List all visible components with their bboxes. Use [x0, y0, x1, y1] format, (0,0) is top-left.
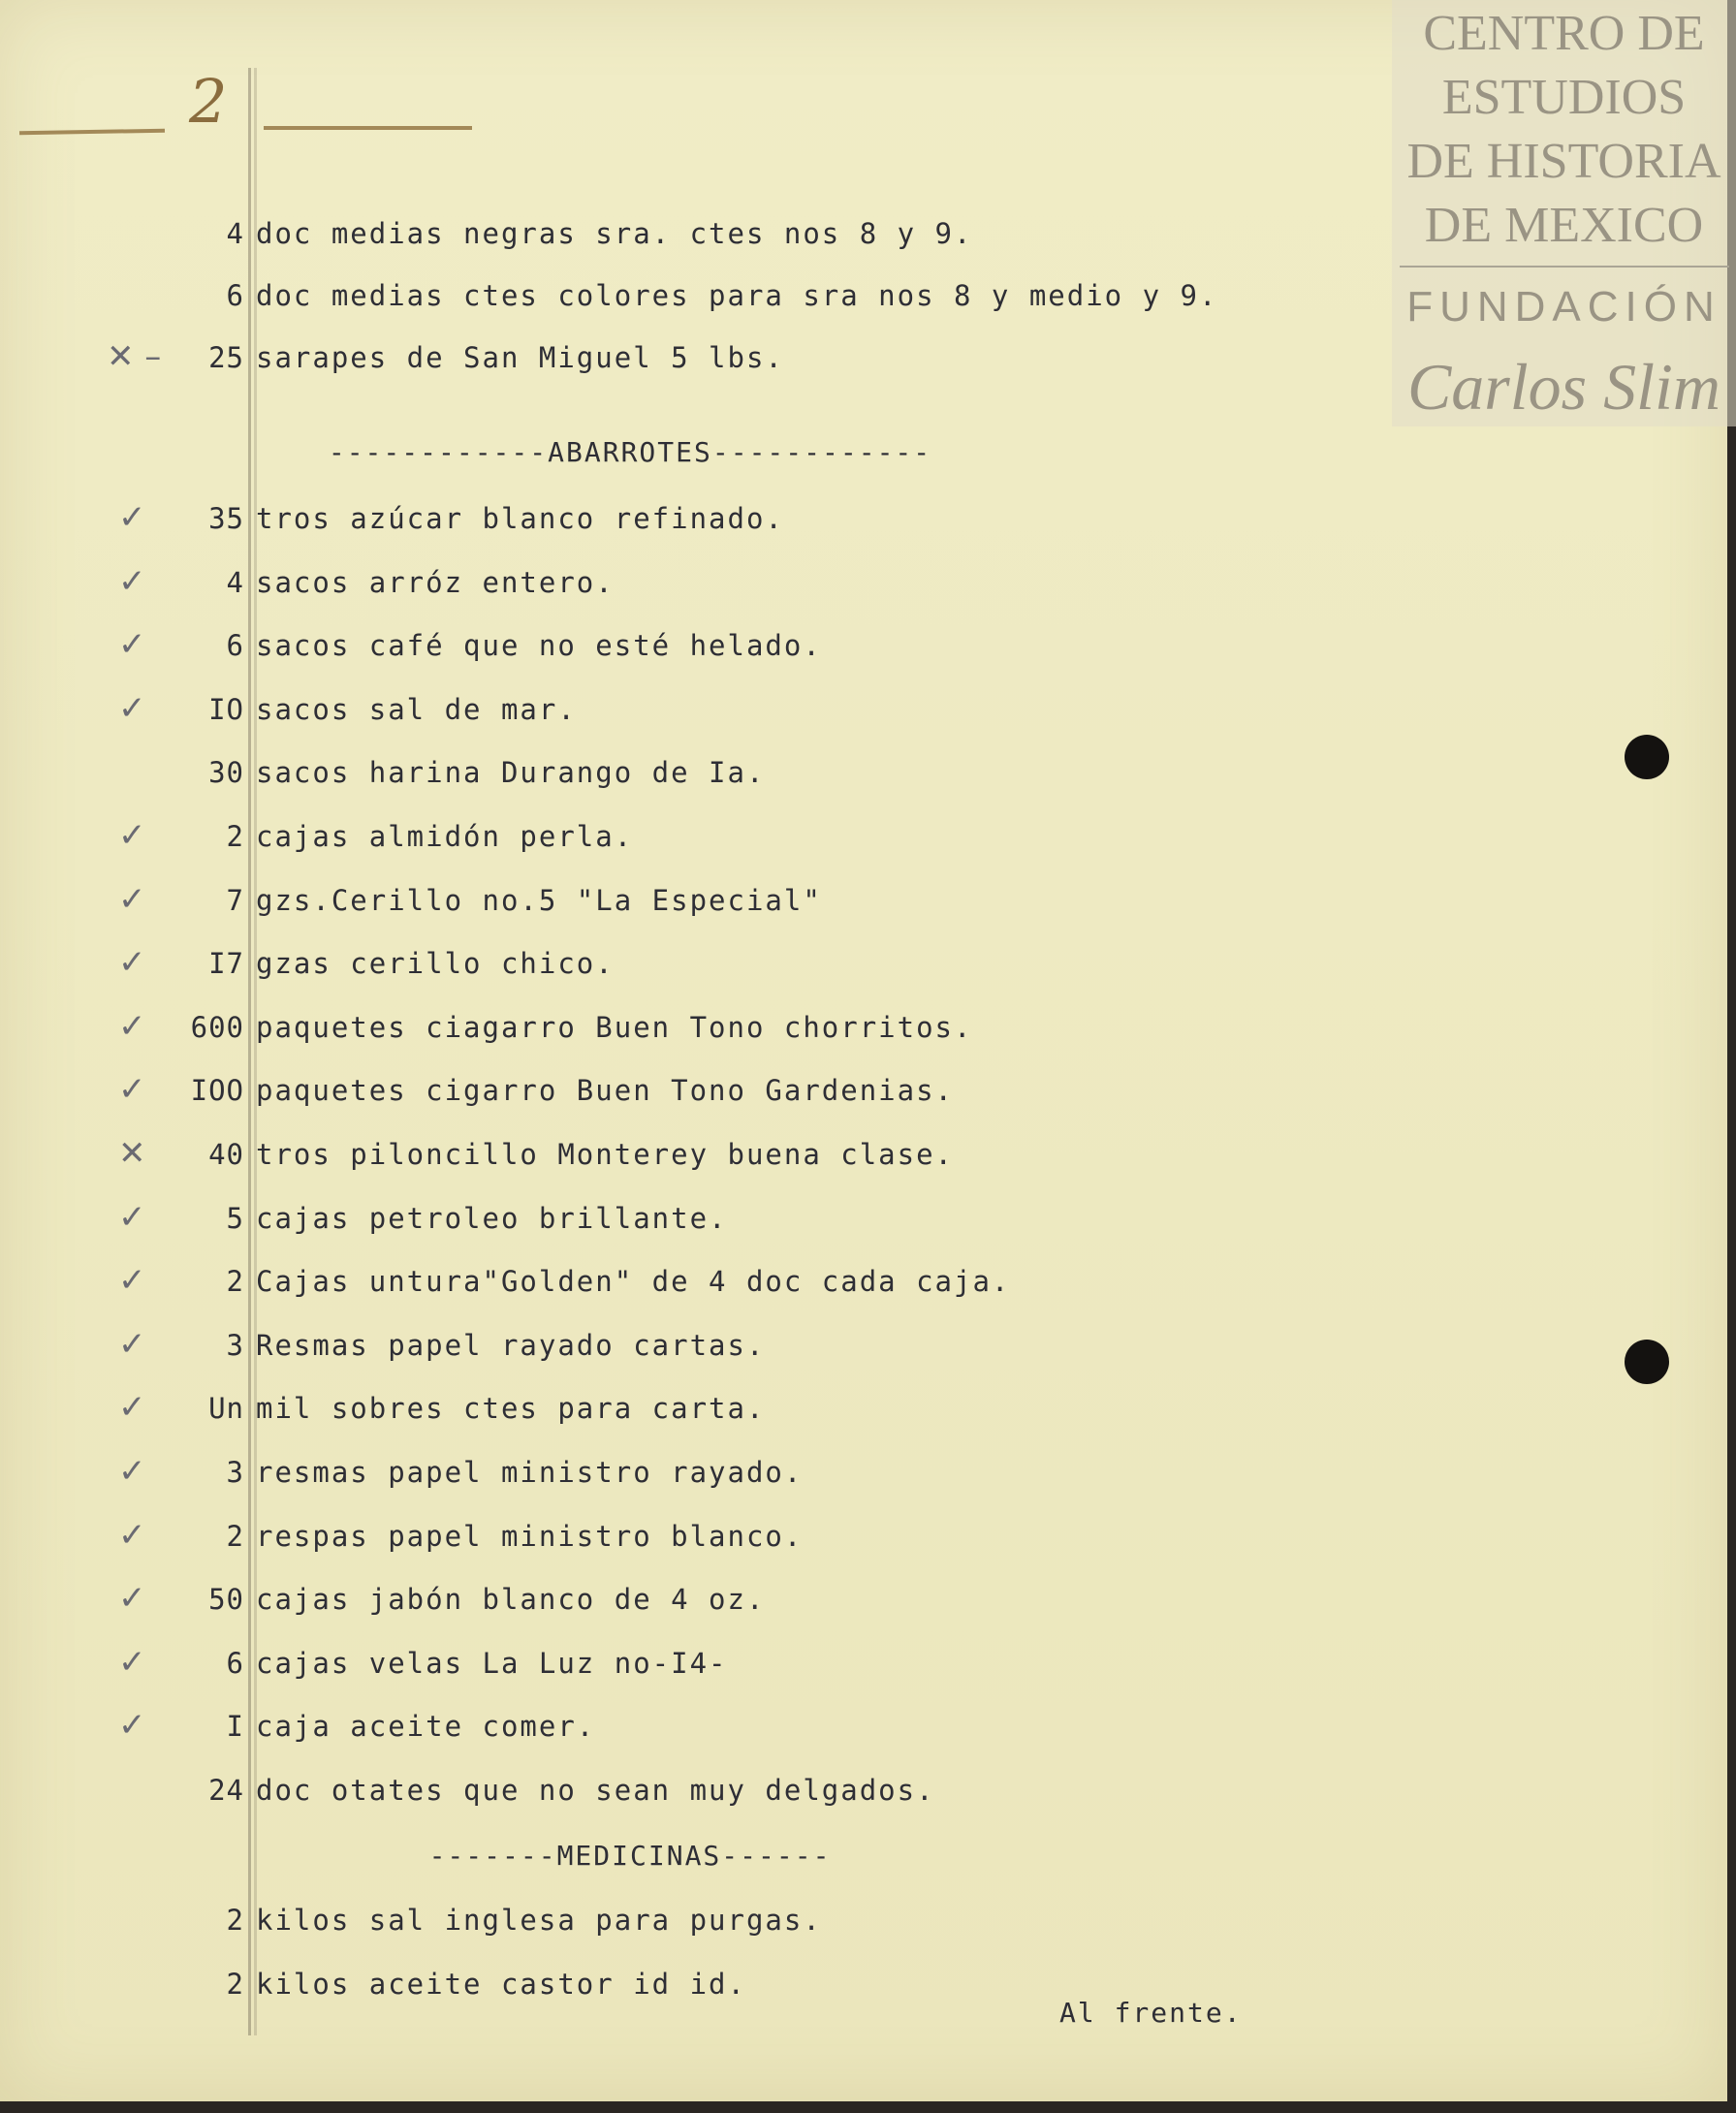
footer-note: Al frente. [1059, 1997, 1243, 2029]
item-description: respas papel ministro blanco. [256, 1519, 804, 1553]
list-item [0, 1324, 1260, 1368]
item-quantity: 4 [226, 217, 244, 250]
check-mark: ✓ [118, 688, 146, 728]
item-quantity: 2 [226, 820, 244, 853]
item-quantity: 35 [208, 502, 244, 535]
item-description: sacos arróz entero. [256, 565, 615, 599]
check-mark: ✓ [118, 1324, 146, 1364]
item-description: cajas almidón perla. [256, 820, 634, 853]
list-item [0, 1642, 1260, 1686]
item-description: paquetes cigarro Buen Tono Gardenias. [256, 1074, 955, 1108]
item-quantity: 2 [226, 1265, 244, 1299]
list-item [0, 1197, 1260, 1241]
item-quantity: 2 [226, 1968, 244, 2001]
item-quantity: 6 [226, 629, 244, 663]
item-quantity: Un [208, 1392, 244, 1426]
list-item [0, 561, 1260, 605]
item-description: sacos sal de mar. [256, 692, 577, 726]
watermark-line-1: CENTRO DE [1423, 6, 1705, 61]
item-description: kilos sal inglesa para purgas. [256, 1904, 822, 1937]
list-item [0, 1006, 1260, 1050]
item-description: tros azúcar blanco refinado. [256, 502, 784, 535]
item-quantity: 40 [208, 1138, 244, 1171]
item-description: sacos café que no esté helado. [256, 629, 822, 663]
item-description: cajas velas La Luz no-I4- [256, 1646, 728, 1680]
item-quantity: 25 [208, 341, 244, 374]
check-mark: ✓ [118, 1642, 146, 1682]
check-mark: ✓ [118, 1261, 146, 1301]
list-item [0, 879, 1260, 923]
item-quantity: 30 [208, 756, 244, 790]
reverse-side-bleedthrough [1192, 320, 1696, 2113]
punch-hole-bottom [1625, 1340, 1669, 1384]
list-item [0, 943, 1260, 986]
item-quantity: IOO [190, 1074, 244, 1108]
list-item [0, 1774, 1260, 1813]
check-mark: ✓ [118, 879, 146, 919]
list-item [0, 1070, 1260, 1113]
item-description: Cajas untura"Golden" de 4 doc cada caja. [256, 1265, 1011, 1299]
item-description: doc otates que no sean muy delgados. [256, 1774, 935, 1807]
page-number: 2 [189, 66, 228, 137]
item-quantity: 50 [208, 1583, 244, 1617]
item-quantity: 3 [226, 1328, 244, 1362]
item-quantity: 24 [208, 1774, 244, 1807]
item-description: resmas papel ministro rayado. [256, 1456, 804, 1489]
check-mark: ✓ [118, 1388, 146, 1428]
watermark-divider [1400, 266, 1729, 268]
item-description: kilos aceite castor id id. [256, 1968, 746, 2001]
list-item [0, 625, 1260, 668]
item-description: mil sobres ctes para carta. [256, 1392, 766, 1426]
item-quantity: I [226, 1710, 244, 1744]
item-quantity: 5 [226, 1201, 244, 1235]
list-item [0, 816, 1260, 859]
check-mark: ✓ [118, 625, 146, 665]
item-description: Resmas papel rayado cartas. [256, 1328, 766, 1362]
punch-hole-top [1625, 735, 1669, 779]
list-item [0, 1706, 1260, 1749]
check-mark: ✓ [118, 1452, 146, 1491]
list-item [0, 756, 1260, 795]
item-description: tros piloncillo Monterey buena clase. [256, 1138, 955, 1171]
list-item [0, 1261, 1260, 1304]
item-description: doc medias negras sra. ctes nos 8 y 9. [256, 217, 973, 250]
check-mark: ✓ [118, 1515, 146, 1555]
header-rule-right [264, 126, 472, 130]
header-rule-left [19, 129, 165, 136]
item-quantity: I7 [208, 947, 244, 981]
check-mark: ✓ [118, 1706, 146, 1746]
list-item [0, 498, 1260, 541]
check-mark: ✓ [118, 1006, 146, 1046]
check-mark: ✓ [118, 561, 146, 601]
archive-watermark [1392, 0, 1736, 426]
list-item [0, 1904, 1260, 1942]
page-number-header [10, 66, 475, 153]
watermark-foundation: FUNDACIÓN [1406, 283, 1721, 331]
check-mark: ✓ [118, 498, 146, 537]
list-item [0, 1515, 1260, 1559]
item-description: caja aceite comer. [256, 1710, 596, 1744]
cross-mark: ✕ – [107, 337, 162, 376]
item-description: doc medias ctes colores para sra nos 8 y medio y 9. [256, 279, 1218, 312]
list-item [0, 217, 1260, 256]
item-description: gzs.Cerillo no.5 "La Especial" [256, 883, 822, 917]
item-quantity: 600 [190, 1010, 244, 1044]
item-description: cajas petroleo brillante. [256, 1201, 728, 1235]
item-quantity: 2 [226, 1904, 244, 1937]
watermark-line-3: DE HISTORIA [1406, 134, 1721, 189]
item-quantity: IO [208, 692, 244, 726]
item-quantity: 3 [226, 1456, 244, 1489]
list-item [0, 1134, 1260, 1177]
item-quantity: 2 [226, 1519, 244, 1553]
watermark-signature: Carlos Slim [1406, 350, 1721, 424]
list-item [0, 337, 1260, 380]
item-description: gzas cerillo chico. [256, 947, 615, 981]
section-heading-abarrotes: ------------ABARROTES------------ [328, 436, 932, 468]
list-item [0, 279, 1260, 318]
watermark-line-4: DE MEXICO [1424, 198, 1704, 253]
list-item [0, 1452, 1260, 1495]
list-item [0, 1579, 1260, 1622]
list-item [0, 1388, 1260, 1431]
section-heading-medicinas: -------MEDICINAS------ [428, 1840, 832, 1872]
item-description: paquetes ciagarro Buen Tono chorritos. [256, 1010, 973, 1044]
check-mark: ✓ [118, 816, 146, 855]
check-mark: ✓ [118, 1579, 146, 1619]
list-item [0, 688, 1260, 732]
check-mark: ✓ [118, 943, 146, 983]
item-description: cajas jabón blanco de 4 oz. [256, 1583, 766, 1617]
cross-mark: ✕ [118, 1134, 146, 1173]
item-quantity: 4 [226, 565, 244, 599]
item-description: sacos harina Durango de Ia. [256, 756, 766, 790]
item-quantity: 6 [226, 1646, 244, 1680]
check-mark: ✓ [118, 1197, 146, 1237]
item-quantity: 7 [226, 883, 244, 917]
watermark-line-2: ESTUDIOS [1441, 70, 1687, 125]
check-mark: ✓ [118, 1070, 146, 1110]
item-quantity: 6 [226, 279, 244, 312]
item-description: sarapes de San Miguel 5 lbs. [256, 341, 784, 374]
